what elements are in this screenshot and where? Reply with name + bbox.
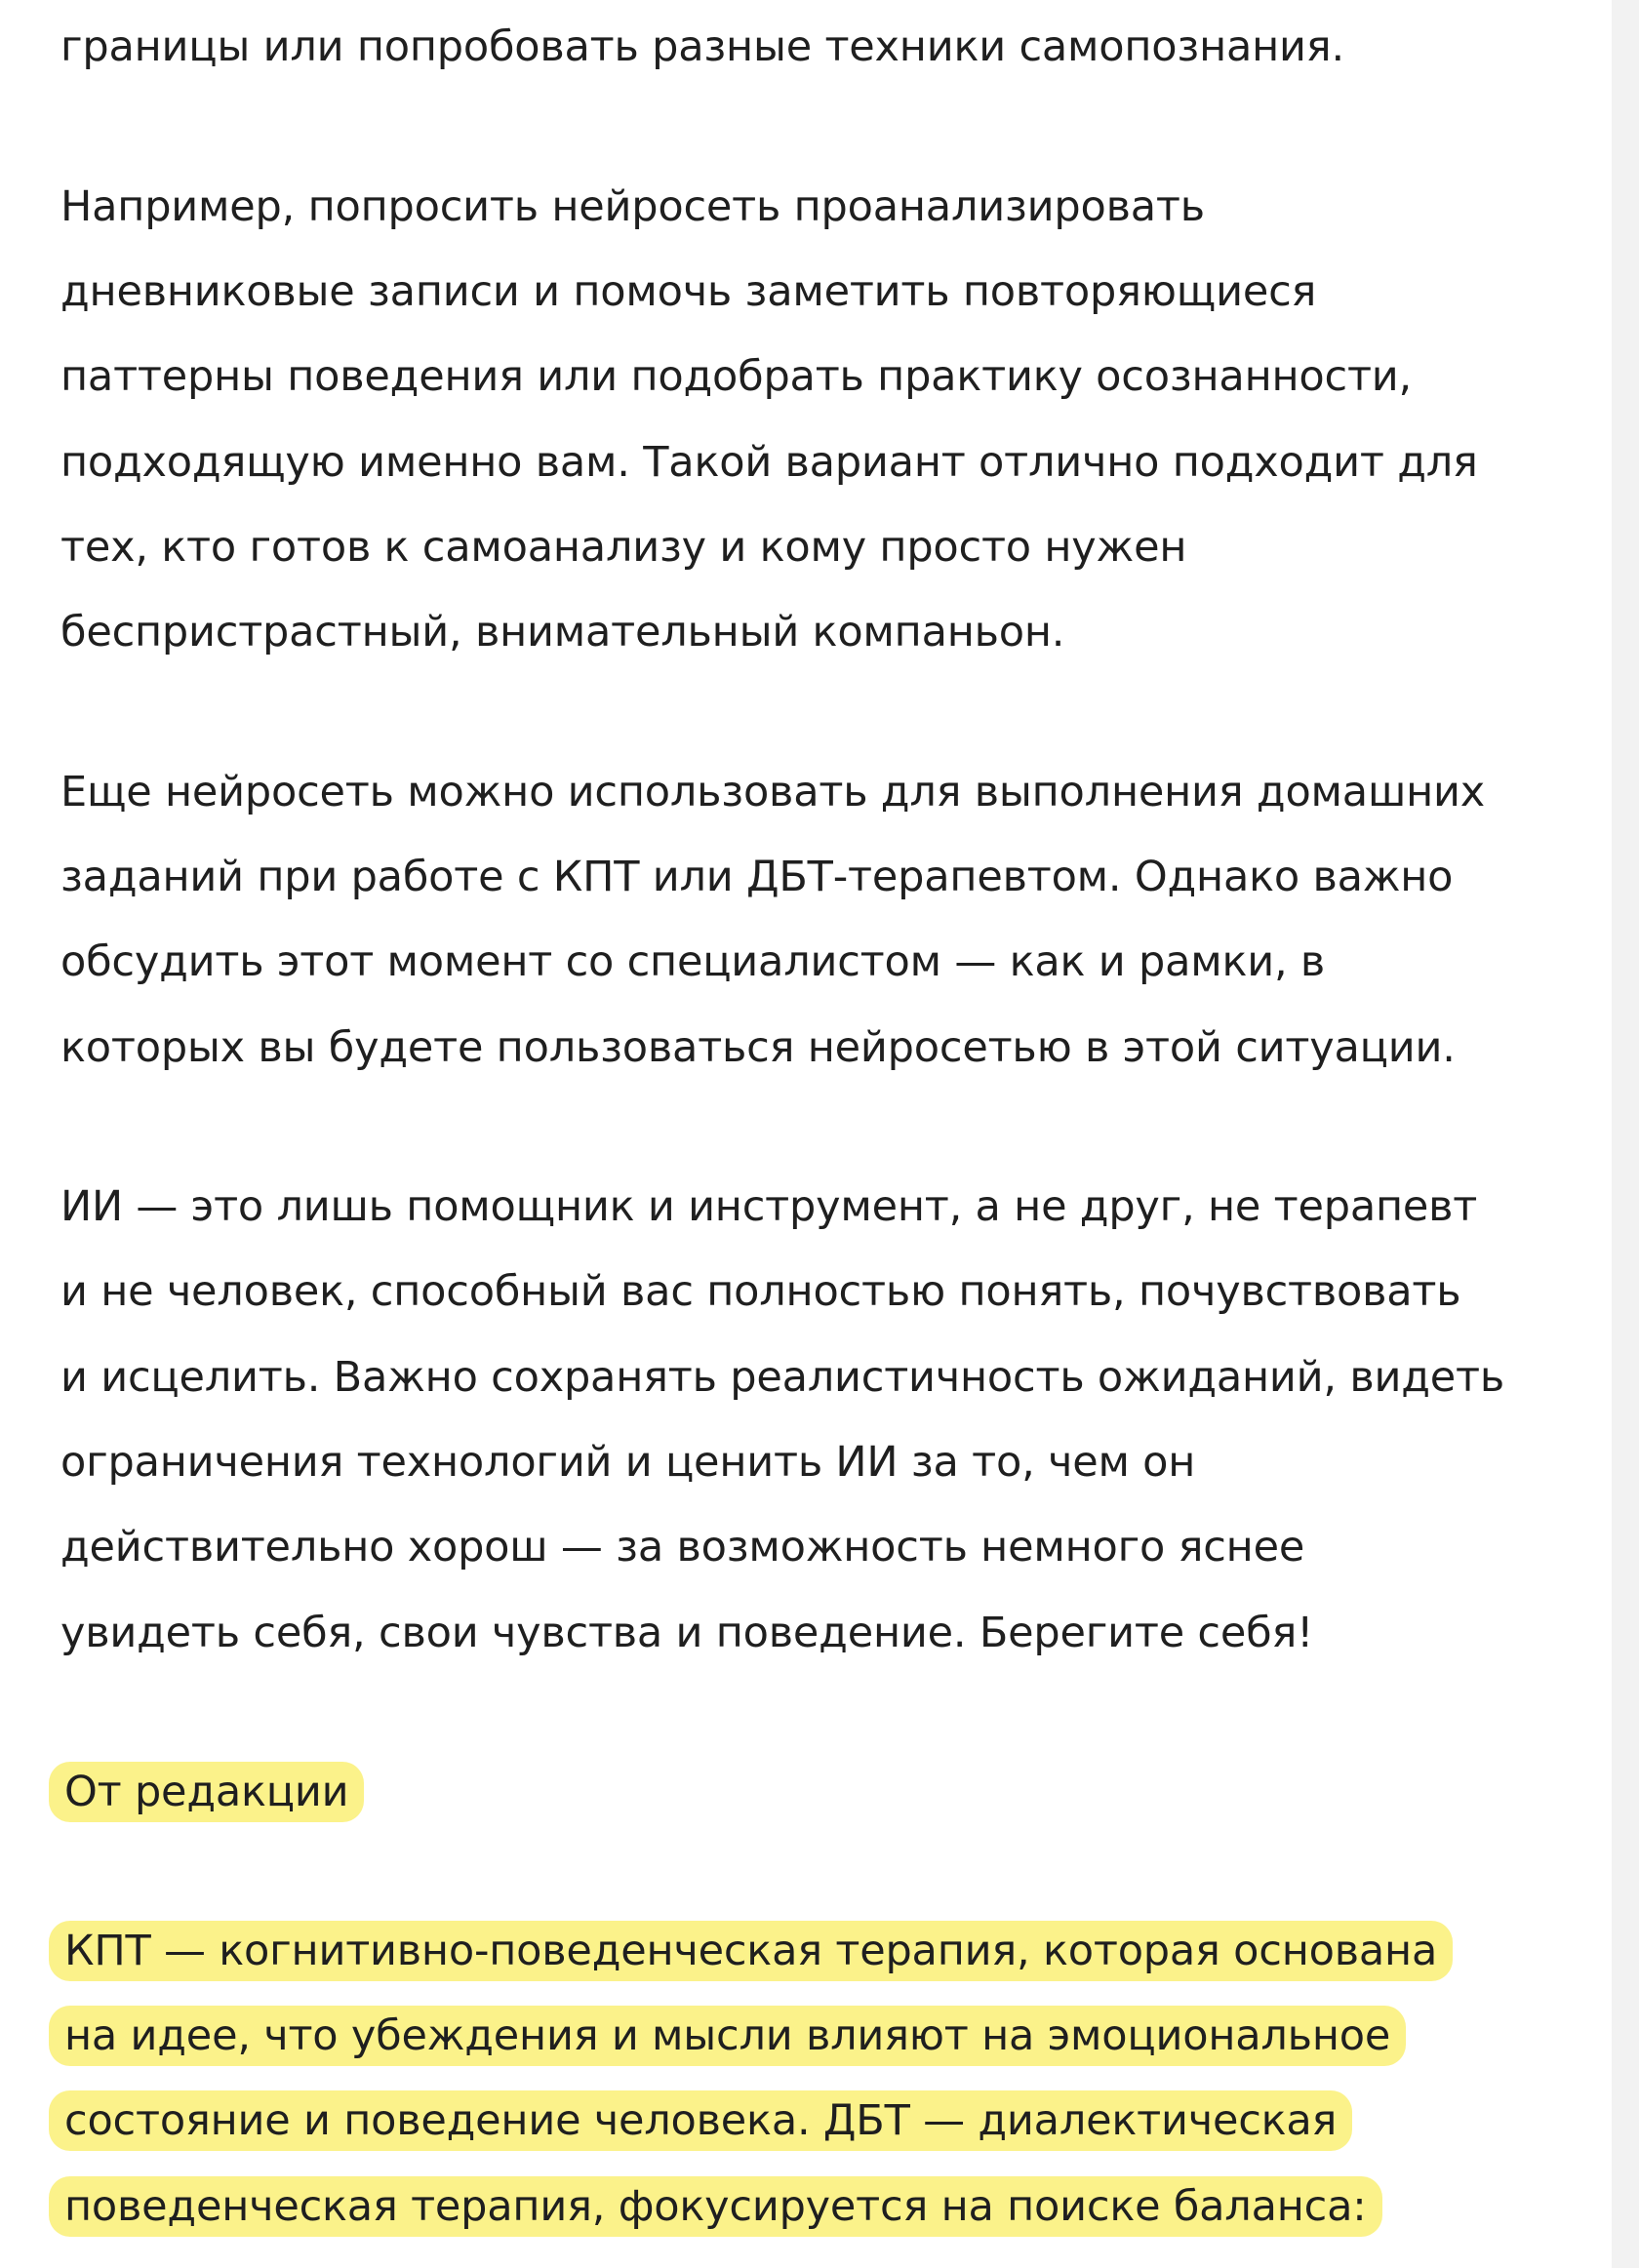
- text-line: границы или попробовать разные техники самопознания.: [60, 22, 1344, 71]
- editorial-line: [60, 2165, 1382, 2249]
- highlighted-text: состояние и поведение человека. ДБТ — диалектическая: [49, 2090, 1352, 2151]
- text-line: дневниковые записи и помочь заметить повторяющиеся: [60, 267, 1317, 316]
- highlighted-text: КПТ — когнитивно-поведенческая терапия, которая основана: [49, 1921, 1453, 1981]
- text-line: ограничения технологий и ценить ИИ за то, чем он: [60, 1438, 1196, 1487]
- highlighted-text: поведенческая терапия, фокусируется на поиске баланса:: [49, 2176, 1382, 2237]
- text-line: заданий при работе с КПТ или ДБТ-терапевтом. Однако важно: [60, 853, 1454, 901]
- text-line: Например, попросить нейросеть проанализировать: [60, 182, 1205, 231]
- text-line: действительно хорош — за возможность немного яснее: [60, 1523, 1305, 1572]
- text-line: и исцелить. Важно сохранять реалистичность ожиданий, видеть: [60, 1353, 1505, 1402]
- editorial-label-text: От редакции: [49, 1762, 364, 1822]
- editorial-line: [60, 1994, 1406, 2079]
- text-line: подходящую именно вам. Такой вариант отлично подходит для: [60, 438, 1478, 487]
- highlighted-text: на идее, что убеждения и мысли влияют на эмоциональное: [49, 2006, 1406, 2066]
- text-line: которых вы будете пользоваться нейросетью в этой ситуации.: [60, 1023, 1456, 1072]
- text-line: и не человек, способный вас полностью понять, почувствовать: [60, 1267, 1461, 1316]
- text-line: ИИ — это лишь помощник и инструмент, а не друг, не терапевт: [60, 1182, 1478, 1231]
- editorial-line: [60, 1909, 1453, 1994]
- scrollbar-track[interactable]: [1612, 0, 1639, 2268]
- editorial-line: [60, 2079, 1352, 2164]
- text-line: паттерны поведения или подобрать практику осознанности,: [60, 352, 1413, 401]
- text-line: Еще нейросеть можно использовать для выполнения домашних: [60, 768, 1485, 816]
- text-line: увидеть себя, свои чувства и поведение. Берегите себя!: [60, 1609, 1314, 1657]
- editorial-label: [60, 1750, 364, 1835]
- text-line: беспристрастный, внимательный компаньон.: [60, 608, 1065, 657]
- text-line: обсудить этот момент со специалистом — как и рамки, в: [60, 937, 1326, 986]
- text-line: тех, кто готов к самоанализу и кому просто нужен: [60, 523, 1187, 572]
